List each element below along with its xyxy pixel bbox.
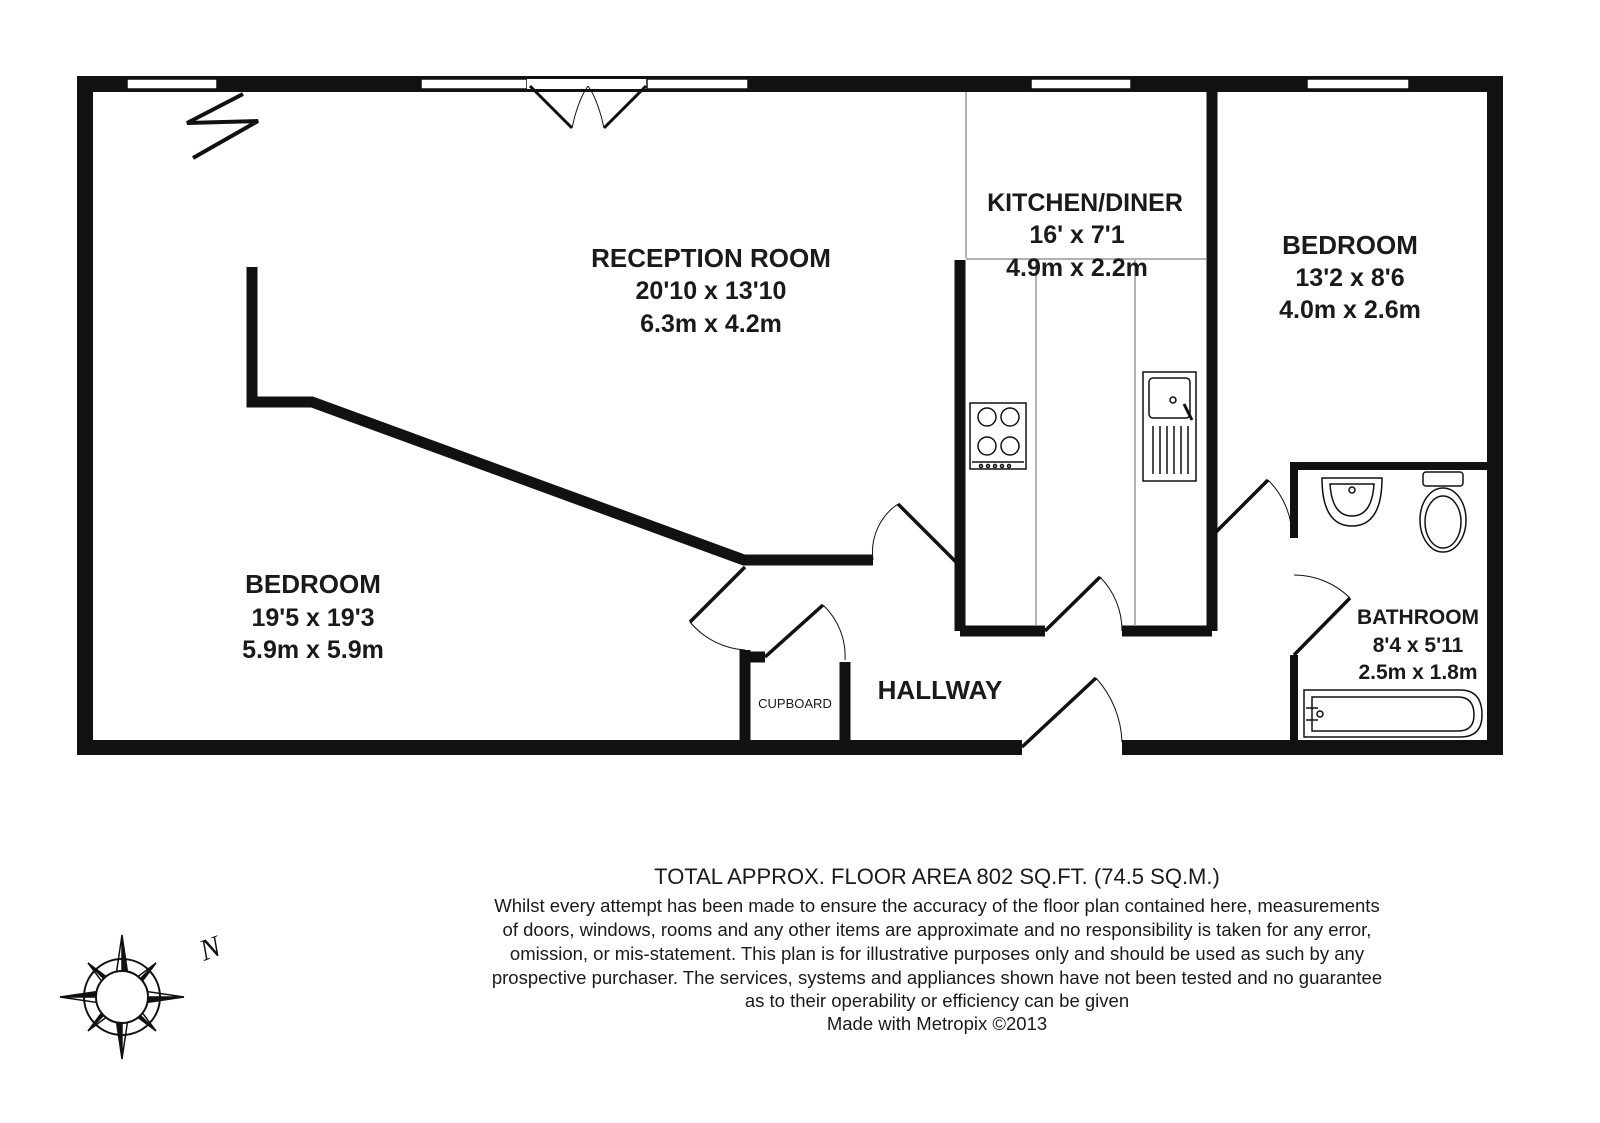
sink-icon (1143, 372, 1196, 481)
interior-walls (252, 90, 1212, 742)
french-doors (530, 86, 646, 128)
reception-room-imperial: 20'10 x 13'10 (635, 277, 787, 305)
bedroom-right-metric: 4.0m x 2.6m (1279, 296, 1421, 324)
toilet-icon (1420, 472, 1466, 552)
disclaimer-line: prospective purchaser. The services, systems and appliances shown have not been tested and no guarantee (491, 967, 1383, 988)
kitchen-diner-imperial: 16' x 7'1 (1029, 221, 1125, 249)
basin-icon (1322, 478, 1382, 526)
disclaimer-line: as to their operability or efficiency can be given (744, 990, 1130, 1011)
reception-room-label (591, 243, 831, 338)
bathroom-name: BATHROOM (1356, 606, 1480, 629)
footer-notes (492, 864, 1382, 1034)
bedroom-left-name: BEDROOM (245, 569, 381, 599)
compass-north-label: N (195, 929, 226, 968)
bedroom-right-label (1279, 230, 1421, 324)
bathroom-label (1357, 606, 1479, 684)
bathroom-metric: 2.5m x 1.8m (1358, 661, 1478, 684)
reception-room-metric: 6.3m x 4.2m (640, 310, 782, 338)
bedroom-left-imperial: 19'5 x 19'3 (251, 604, 375, 632)
kitchen-diner-label (987, 189, 1183, 282)
bedroom-left-metric: 5.9m x 5.9m (242, 636, 384, 664)
hob-icon (970, 403, 1026, 469)
disclaimer-line: Whilst every attempt has been made to ensure the accuracy of the floor plan contained here, measurements (494, 895, 1380, 916)
total-floor-area: TOTAL APPROX. FLOOR AREA 802 SQ.FT. (74.5 SQ.M.) (654, 864, 1220, 889)
reception-room-name: RECEPTION ROOM (591, 243, 831, 273)
kitchen-diner-metric: 4.9m x 2.2m (1006, 254, 1148, 282)
kitchen-diner-name: KITCHEN/DINER (987, 189, 1183, 217)
disclaimer-line: of doors, windows, rooms and any other items are approximate and no responsibility is taken for any error, (502, 919, 1372, 940)
compass-rose-icon (54, 929, 227, 1065)
bedroom-right-imperial: 13'2 x 8'6 (1295, 264, 1405, 292)
bathroom-walls (1294, 466, 1490, 742)
kitchen-lines (966, 92, 1206, 626)
bedroom-right-name: BEDROOM (1282, 230, 1418, 260)
disclaimer-line: omission, or mis-statement. This plan is for illustrative purposes only and should be used as such by any (509, 943, 1365, 964)
bathroom-imperial: 8'4 x 5'11 (1372, 634, 1464, 657)
bedroom-left-label (242, 569, 384, 664)
bath-icon (1304, 690, 1482, 737)
metropix-credit: Made with Metropix ©2013 (826, 1013, 1048, 1034)
hallway-label: HALLWAY (877, 675, 1003, 705)
cupboard-label: CUPBOARD (758, 696, 832, 711)
bifold-door-symbol (187, 94, 258, 158)
